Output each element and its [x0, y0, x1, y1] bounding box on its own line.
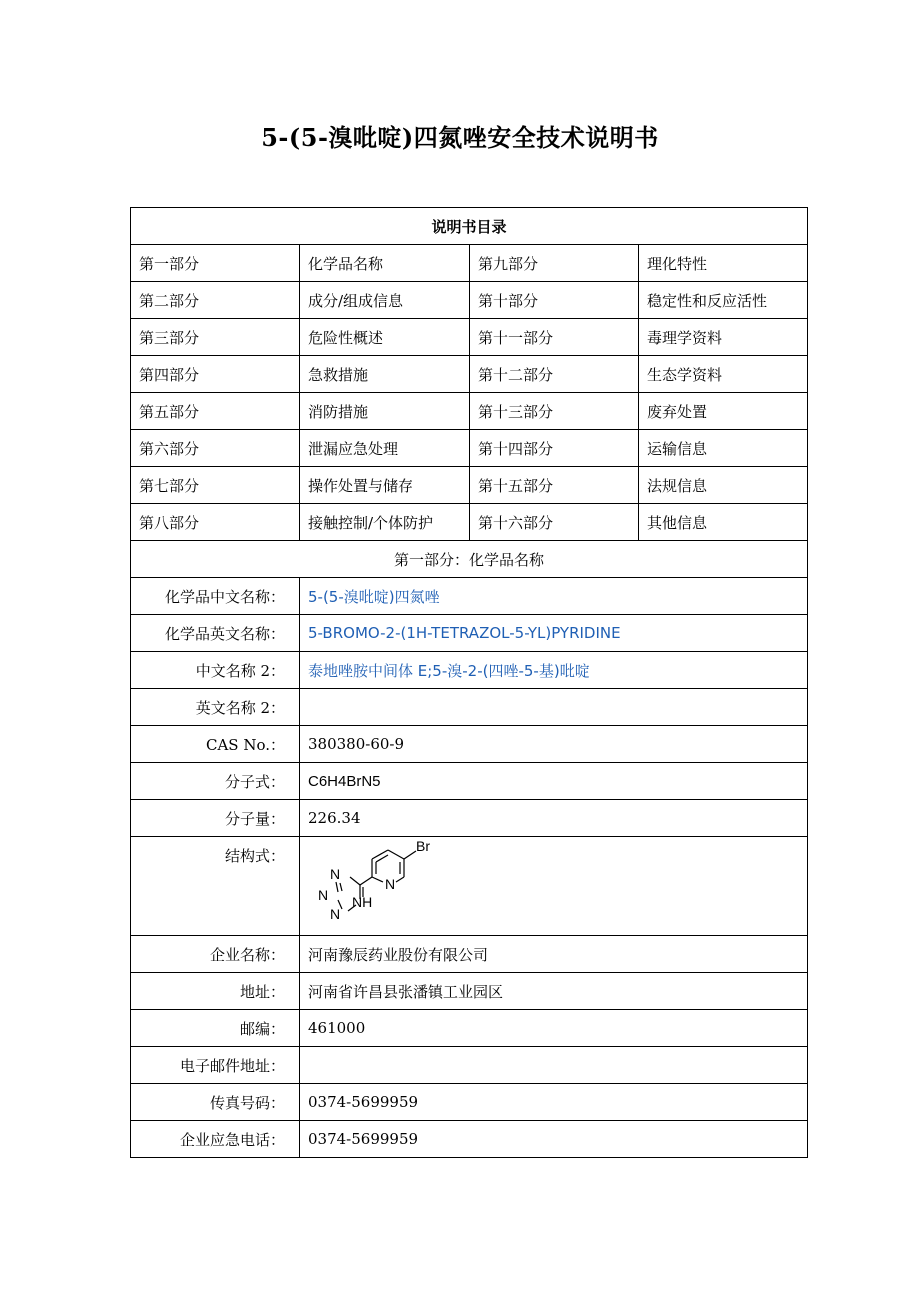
toc-part-number: 第十部分 — [470, 282, 639, 319]
toc-row — [131, 393, 808, 430]
section1-heading: 第一部分：化学品名称 — [131, 541, 808, 578]
field-row-email — [131, 1047, 808, 1084]
field-row-address — [131, 973, 808, 1010]
toc-part-title: 泄漏应急处理 — [300, 430, 470, 467]
toc-row — [131, 467, 808, 504]
toc-part-title: 危险性概述 — [300, 319, 470, 356]
address-label: 地址： — [131, 973, 300, 1010]
toc-part-number: 第十二部分 — [470, 356, 639, 393]
field-row-en-name — [131, 615, 808, 652]
toc-part-number: 第十四部分 — [470, 430, 639, 467]
toc-heading: 说明书目录 — [131, 208, 808, 245]
cas-label: CAS No.： — [131, 726, 300, 763]
toc-part-title: 法规信息 — [639, 467, 808, 504]
formula-label: 分子式： — [131, 763, 300, 800]
email-value — [300, 1047, 808, 1084]
toc-part-number: 第一部分 — [131, 245, 300, 282]
zip-value: 461000 — [300, 1010, 808, 1047]
toc-part-number: 第三部分 — [131, 319, 300, 356]
atom-n1: N — [330, 866, 341, 882]
field-row-cn-name — [131, 578, 808, 615]
field-row-formula — [131, 763, 808, 800]
toc-part-title: 化学品名称 — [300, 245, 470, 282]
atom-n2: N — [318, 887, 329, 903]
toc-part-title: 运输信息 — [639, 430, 808, 467]
structure-diagram — [308, 837, 438, 931]
toc-part-number: 第五部分 — [131, 393, 300, 430]
atom-n-pyridine: N — [385, 876, 396, 892]
en-name-label: 化学品英文名称： — [131, 615, 300, 652]
toc-part-number: 第八部分 — [131, 504, 300, 541]
structure-label: 结构式： — [131, 837, 300, 936]
toc-part-number: 第七部分 — [131, 467, 300, 504]
toc-part-title: 成分/组成信息 — [300, 282, 470, 319]
mw-label: 分子量： — [131, 800, 300, 837]
atom-nh: NH — [352, 894, 373, 910]
cas-value: 380380-60-9 — [300, 726, 808, 763]
atom-br: Br — [416, 838, 430, 854]
field-row-cn-name2 — [131, 652, 808, 689]
emergency-phone-label: 企业应急电话： — [131, 1121, 300, 1158]
cn-name-label: 化学品中文名称： — [131, 578, 300, 615]
toc-part-number: 第九部分 — [470, 245, 639, 282]
toc-part-title: 急救措施 — [300, 356, 470, 393]
toc-part-title: 稳定性和反应活性 — [639, 282, 808, 319]
atom-n3: N — [330, 906, 341, 922]
toc-part-number: 第四部分 — [131, 356, 300, 393]
field-row-structure — [131, 837, 808, 936]
email-label: 电子邮件地址： — [131, 1047, 300, 1084]
toc-part-number: 第十三部分 — [470, 393, 639, 430]
toc-part-title: 接触控制/个体防护 — [300, 504, 470, 541]
section1-heading-row — [131, 541, 808, 578]
toc-part-number: 第十一部分 — [470, 319, 639, 356]
zip-label: 邮编： — [131, 1010, 300, 1047]
cn-name2-label: 中文名称 2： — [131, 652, 300, 689]
toc-part-title: 其他信息 — [639, 504, 808, 541]
cn-name-value: 5-(5-溴吡啶)四氮唑 — [300, 578, 808, 615]
company-label: 企业名称： — [131, 936, 300, 973]
toc-part-title: 生态学资料 — [639, 356, 808, 393]
company-value: 河南豫辰药业股份有限公司 — [300, 936, 808, 973]
sds-table — [130, 207, 808, 1158]
field-row-fax — [131, 1084, 808, 1121]
toc-part-number: 第六部分 — [131, 430, 300, 467]
field-row-mw — [131, 800, 808, 837]
toc-part-title: 理化特性 — [639, 245, 808, 282]
en-name2-label: 英文名称 2： — [131, 689, 300, 726]
structure-cell — [300, 837, 808, 936]
formula-value: C6H4BrN5 — [300, 763, 808, 800]
en-name2-value — [300, 689, 808, 726]
fax-value: 0374-5699959 — [300, 1084, 808, 1121]
toc-row — [131, 282, 808, 319]
toc-row — [131, 430, 808, 467]
toc-row — [131, 319, 808, 356]
toc-row — [131, 504, 808, 541]
emergency-phone-value: 0374-5699959 — [300, 1121, 808, 1158]
field-row-zip — [131, 1010, 808, 1047]
toc-part-title: 废弃处置 — [639, 393, 808, 430]
cn-name2-value: 泰地唑胺中间体 E;5-溴-2-(四唑-5-基)吡啶 — [300, 652, 808, 689]
toc-part-title: 消防措施 — [300, 393, 470, 430]
toc-part-number: 第十六部分 — [470, 504, 639, 541]
fax-label: 传真号码： — [131, 1084, 300, 1121]
toc-row — [131, 245, 808, 282]
field-row-emergency-phone — [131, 1121, 808, 1158]
document-title: 5-(5-溴吡啶)四氮唑安全技术说明书 — [261, 123, 659, 152]
field-row-company — [131, 936, 808, 973]
toc-heading-row — [131, 208, 808, 245]
toc-part-title: 毒理学资料 — [639, 319, 808, 356]
toc-part-title: 操作处置与储存 — [300, 467, 470, 504]
field-row-cas — [131, 726, 808, 763]
toc-part-number: 第二部分 — [131, 282, 300, 319]
mw-value: 226.34 — [300, 800, 808, 837]
toc-row — [131, 356, 808, 393]
field-row-en-name2 — [131, 689, 808, 726]
address-value: 河南省许昌县张潘镇工业园区 — [300, 973, 808, 1010]
en-name-value: 5-BROMO-2-(1H-TETRAZOL-5-YL)PYRIDINE — [300, 615, 808, 652]
toc-part-number: 第十五部分 — [470, 467, 639, 504]
